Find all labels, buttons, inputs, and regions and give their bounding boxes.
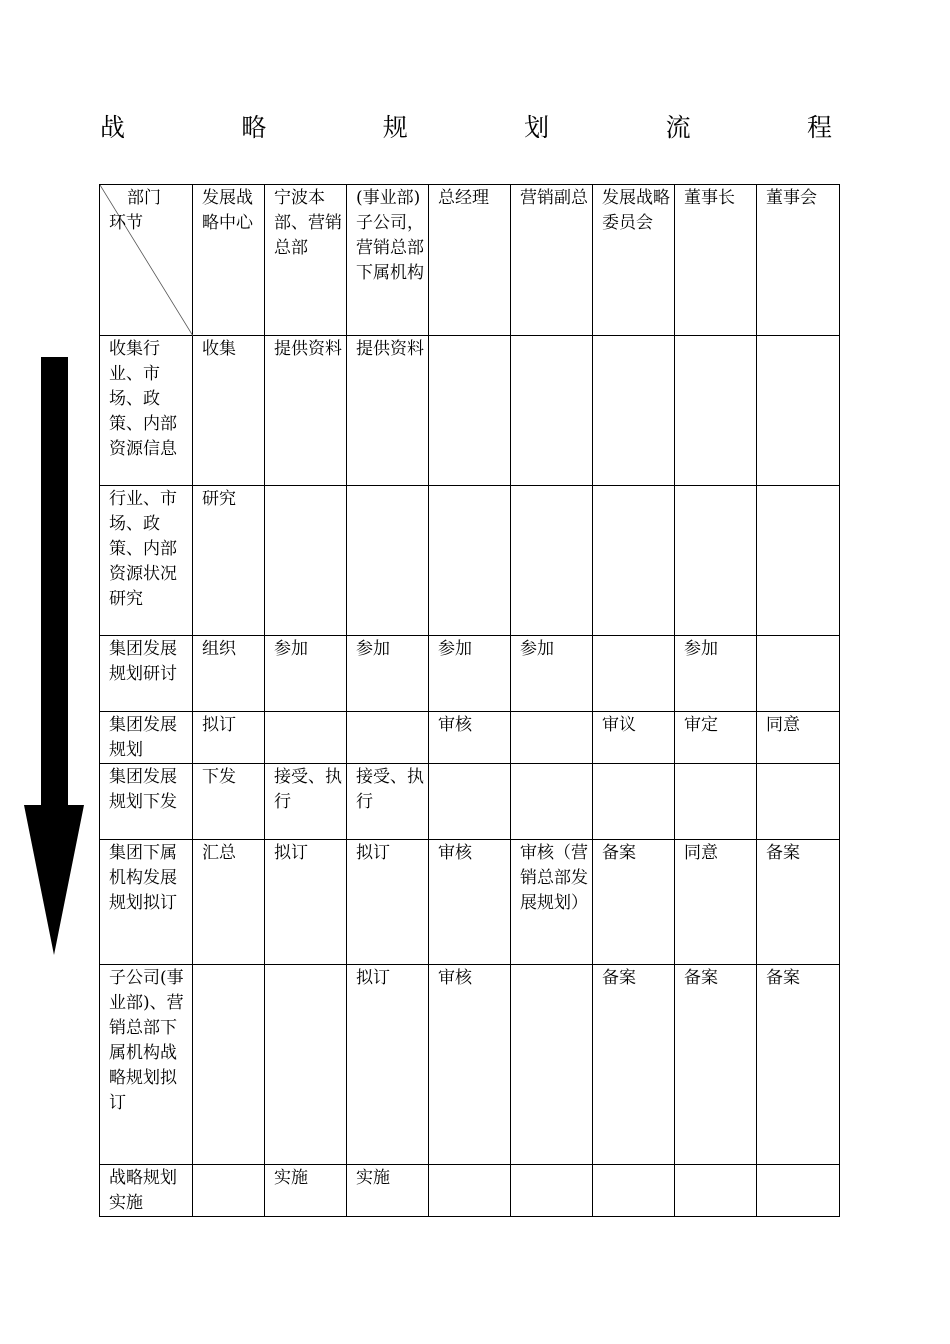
table-cell	[265, 965, 347, 1165]
corner-top-label: 部门	[127, 188, 161, 208]
table-cell	[593, 636, 675, 712]
table-cell	[511, 965, 593, 1165]
column-header: 营销副总	[511, 185, 593, 336]
table-cell: 备案	[675, 965, 757, 1165]
table-cell	[511, 712, 593, 764]
title-char: 略	[241, 113, 267, 142]
table-cell: 审核	[429, 840, 511, 965]
table-row	[100, 965, 840, 1165]
table-cell: 拟订	[347, 965, 429, 1165]
table-row	[100, 840, 840, 965]
stage-cell: 集团发展规划下发	[100, 764, 193, 840]
title-char: 流	[665, 113, 691, 142]
table-cell: 提供资料	[265, 336, 347, 486]
stage-cell: 集团发展规划研讨	[100, 636, 193, 712]
table-cell: 审议	[593, 712, 675, 764]
table-cell: 参加	[675, 636, 757, 712]
table-cell: 拟订	[347, 840, 429, 965]
table-cell	[429, 1165, 511, 1217]
header-row	[100, 185, 840, 336]
table-cell	[511, 486, 593, 636]
table-cell	[347, 712, 429, 764]
table-cell: 备案	[757, 840, 840, 965]
page-title	[100, 112, 832, 144]
title-char: 规	[382, 113, 408, 142]
table-cell: 参加	[429, 636, 511, 712]
table-cell	[429, 336, 511, 486]
table-cell	[511, 764, 593, 840]
table-row	[100, 636, 840, 712]
table-cell: 实施	[347, 1165, 429, 1217]
table-cell: 同意	[675, 840, 757, 965]
corner-cell	[100, 185, 193, 336]
table-cell: 审核	[429, 965, 511, 1165]
table-cell	[675, 336, 757, 486]
stage-cell: 行业、市场、政策、内部资源状况研究	[100, 486, 193, 636]
table-cell	[757, 636, 840, 712]
table-cell: 组织	[193, 636, 265, 712]
table-cell	[757, 764, 840, 840]
table-cell	[193, 965, 265, 1165]
column-header: 发展战略中心	[193, 185, 265, 336]
table-cell	[265, 486, 347, 636]
table-row	[100, 1165, 840, 1217]
stage-cell: 战略规划实施	[100, 1165, 193, 1217]
table-cell: 参加	[511, 636, 593, 712]
table-cell	[757, 486, 840, 636]
table-cell	[265, 712, 347, 764]
table-cell	[675, 486, 757, 636]
stage-cell: 集团下属机构发展规划拟订	[100, 840, 193, 965]
table-cell	[757, 1165, 840, 1217]
stage-cell: 集团发展规划	[100, 712, 193, 764]
title-char: 战	[100, 113, 126, 142]
table-cell	[511, 1165, 593, 1217]
process-table	[99, 184, 840, 1217]
table-cell: 审定	[675, 712, 757, 764]
down-arrow-icon	[24, 357, 84, 957]
stage-cell: 子公司(事业部)、营销总部下属机构战略规划拟订	[100, 965, 193, 1165]
title-char: 程	[806, 113, 832, 142]
column-header: (事业部)子公司，营销总部下属机构	[347, 185, 429, 336]
table-cell: 提供资料	[347, 336, 429, 486]
table-cell: 接受、执行	[265, 764, 347, 840]
table-cell: 研究	[193, 486, 265, 636]
stage-cell: 收集行业、市场、政策、内部资源信息	[100, 336, 193, 486]
table-cell: 拟订	[193, 712, 265, 764]
table-cell: 备案	[757, 965, 840, 1165]
corner-bottom-label: 环节	[109, 213, 143, 233]
table-cell: 同意	[757, 712, 840, 764]
table-row	[100, 712, 840, 764]
table-cell: 备案	[593, 840, 675, 965]
table-cell	[429, 486, 511, 636]
column-header: 宁波本部、营销总部	[265, 185, 347, 336]
table-cell: 接受、执行	[347, 764, 429, 840]
table-cell: 审核	[429, 712, 511, 764]
table-cell: 备案	[593, 965, 675, 1165]
table-cell: 参加	[265, 636, 347, 712]
table-cell	[675, 764, 757, 840]
table-cell	[593, 764, 675, 840]
table-row	[100, 764, 840, 840]
table-cell: 审核（营销总部发展规划）	[511, 840, 593, 965]
table-cell	[593, 486, 675, 636]
table-cell: 收集	[193, 336, 265, 486]
title-char: 划	[524, 113, 550, 142]
table-cell	[429, 764, 511, 840]
table-cell	[193, 1165, 265, 1217]
table-cell: 实施	[265, 1165, 347, 1217]
column-header: 董事长	[675, 185, 757, 336]
table-cell	[675, 1165, 757, 1217]
column-header: 发展战略委员会	[593, 185, 675, 336]
table-cell	[757, 336, 840, 486]
table-cell: 拟订	[265, 840, 347, 965]
table-row	[100, 486, 840, 636]
column-header: 董事会	[757, 185, 840, 336]
table-cell	[593, 336, 675, 486]
table-row	[100, 336, 840, 486]
table-cell: 参加	[347, 636, 429, 712]
table-cell	[593, 1165, 675, 1217]
table-cell	[511, 336, 593, 486]
table-cell: 下发	[193, 764, 265, 840]
column-header: 总经理	[429, 185, 511, 336]
table-cell: 汇总	[193, 840, 265, 965]
table-cell	[347, 486, 429, 636]
